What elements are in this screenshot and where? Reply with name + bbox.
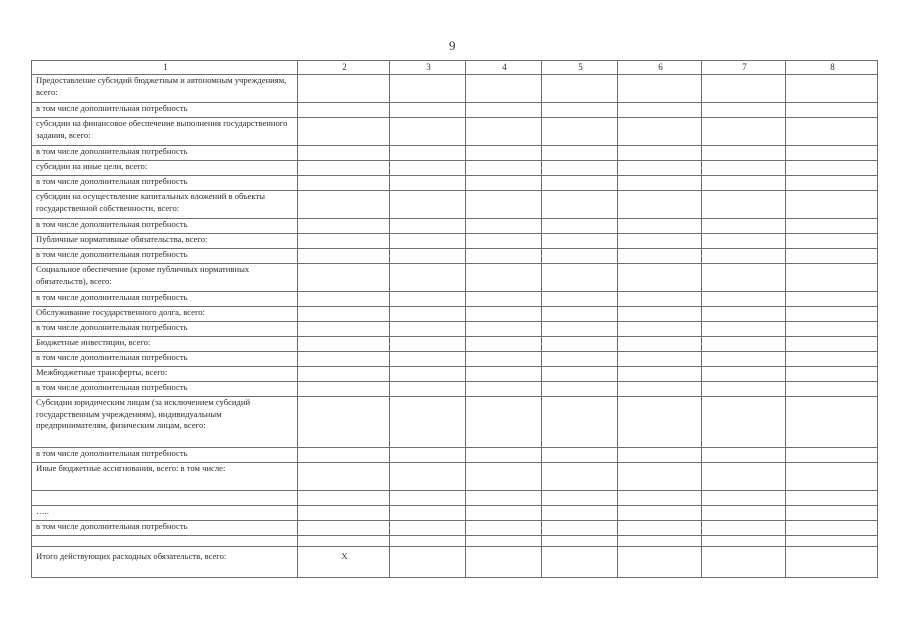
value-cell: [786, 249, 878, 264]
value-cell: [390, 397, 466, 448]
value-cell: [618, 103, 702, 118]
value-cell: [390, 352, 466, 367]
column-number-5: 5: [542, 61, 618, 75]
value-cell: [618, 161, 702, 176]
value-cell: [390, 249, 466, 264]
column-number-7: 7: [702, 61, 786, 75]
table-row: [32, 337, 878, 352]
table-row: [32, 103, 878, 118]
value-cell: [390, 161, 466, 176]
value-cell: [542, 536, 618, 547]
row-label: в том числе дополнительная потребность: [32, 322, 298, 337]
column-number-8: 8: [786, 61, 878, 75]
value-cell: [786, 322, 878, 337]
value-cell: [390, 367, 466, 382]
value-cell: [786, 234, 878, 249]
value-cell: [702, 463, 786, 491]
column-number-3: 3: [390, 61, 466, 75]
value-cell: [618, 264, 702, 292]
row-label: в том числе дополнительная потребность: [32, 103, 298, 118]
value-cell: [618, 118, 702, 146]
value-cell: [702, 536, 786, 547]
column-number-4: 4: [466, 61, 542, 75]
value-cell: [466, 191, 542, 219]
value-cell: [618, 448, 702, 463]
value-cell: [390, 146, 466, 161]
value-cell: [298, 352, 390, 367]
value-cell: [390, 75, 466, 103]
value-cell: [466, 491, 542, 506]
value-cell: [466, 307, 542, 322]
value-cell: [786, 448, 878, 463]
value-cell: [542, 307, 618, 322]
total-cell: [390, 547, 466, 578]
value-cell: [390, 448, 466, 463]
value-cell: [466, 146, 542, 161]
value-cell: [298, 103, 390, 118]
value-cell: [298, 75, 390, 103]
value-cell: [542, 75, 618, 103]
value-cell: [702, 234, 786, 249]
value-cell: [390, 118, 466, 146]
value-cell: [542, 219, 618, 234]
value-cell: [298, 506, 390, 521]
value-cell: [702, 448, 786, 463]
value-cell: [298, 146, 390, 161]
value-cell: [618, 352, 702, 367]
value-cell: [542, 264, 618, 292]
row-label: в том числе дополнительная потребность: [32, 352, 298, 367]
row-label: Бюджетные инвестиции, всего:: [32, 337, 298, 352]
value-cell: [702, 118, 786, 146]
table-row: [32, 322, 878, 337]
value-cell: [542, 506, 618, 521]
total-cell: [618, 547, 702, 578]
value-cell: [466, 397, 542, 448]
value-cell: [390, 521, 466, 536]
value-cell: [702, 397, 786, 448]
value-cell: [542, 234, 618, 249]
value-cell: [542, 322, 618, 337]
value-cell: [390, 264, 466, 292]
expenditure-obligations-table: [31, 60, 878, 578]
value-cell: [390, 322, 466, 337]
value-cell: [298, 118, 390, 146]
value-cell: [786, 161, 878, 176]
value-cell: [786, 103, 878, 118]
value-cell: [786, 146, 878, 161]
value-cell: [702, 146, 786, 161]
value-cell: [618, 191, 702, 219]
value-cell: [466, 103, 542, 118]
value-cell: [466, 75, 542, 103]
value-cell: [390, 337, 466, 352]
row-label: в том числе дополнительная потребность: [32, 146, 298, 161]
value-cell: [466, 322, 542, 337]
value-cell: [618, 397, 702, 448]
value-cell: [542, 161, 618, 176]
value-cell: [298, 367, 390, 382]
value-cell: [786, 463, 878, 491]
value-cell: [618, 322, 702, 337]
value-cell: [390, 536, 466, 547]
value-cell: [466, 463, 542, 491]
value-cell: [298, 463, 390, 491]
value-cell: [298, 536, 390, 547]
value-cell: [542, 382, 618, 397]
table-row: [32, 307, 878, 322]
value-cell: [390, 292, 466, 307]
value-cell: [390, 191, 466, 219]
value-cell: [702, 521, 786, 536]
table-row: [32, 536, 878, 547]
value-cell: [702, 219, 786, 234]
value-cell: [702, 191, 786, 219]
value-cell: [618, 337, 702, 352]
value-cell: [618, 249, 702, 264]
value-cell: [702, 367, 786, 382]
value-cell: [466, 521, 542, 536]
value-cell: [298, 337, 390, 352]
value-cell: [298, 191, 390, 219]
value-cell: [618, 307, 702, 322]
column-number-row: [32, 61, 878, 75]
value-cell: [786, 337, 878, 352]
value-cell: [702, 264, 786, 292]
total-row: [32, 547, 878, 578]
value-cell: [786, 367, 878, 382]
table-row: [32, 191, 878, 219]
value-cell: [702, 382, 786, 397]
row-label: Иные бюджетные ассигнования, всего: в том числе:: [32, 463, 298, 491]
table-row: [32, 234, 878, 249]
table-row: [32, 118, 878, 146]
value-cell: [542, 337, 618, 352]
row-label: …..: [32, 506, 298, 521]
table-row: [32, 521, 878, 536]
value-cell: [298, 234, 390, 249]
value-cell: [786, 118, 878, 146]
table-row: [32, 219, 878, 234]
value-cell: [786, 176, 878, 191]
value-cell: [298, 292, 390, 307]
value-cell: [390, 506, 466, 521]
row-label: [32, 536, 298, 547]
table-row: [32, 264, 878, 292]
row-label: в том числе дополнительная потребность: [32, 176, 298, 191]
value-cell: [786, 352, 878, 367]
value-cell: [786, 292, 878, 307]
table-row: [32, 448, 878, 463]
value-cell: [786, 307, 878, 322]
row-label: субсидии на иные цели, всего:: [32, 161, 298, 176]
table-row: [32, 397, 878, 448]
row-label: в том числе дополнительная потребность: [32, 448, 298, 463]
value-cell: [390, 219, 466, 234]
value-cell: [466, 337, 542, 352]
value-cell: [466, 292, 542, 307]
value-cell: [618, 463, 702, 491]
value-cell: [298, 491, 390, 506]
table-row: [32, 146, 878, 161]
value-cell: [618, 176, 702, 191]
value-cell: [786, 219, 878, 234]
value-cell: [786, 506, 878, 521]
value-cell: [542, 397, 618, 448]
column-number-6: 6: [618, 61, 702, 75]
value-cell: [786, 191, 878, 219]
value-cell: [542, 521, 618, 536]
row-label: Социальное обеспечение (кроме публичных нормативных обязательств), всего:: [32, 264, 298, 292]
total-cell: [466, 547, 542, 578]
value-cell: [542, 367, 618, 382]
row-label: Предоставление субсидий бюджетным и автономным учреждениям, всего:: [32, 75, 298, 103]
value-cell: [466, 249, 542, 264]
value-cell: [298, 397, 390, 448]
value-cell: [466, 219, 542, 234]
value-cell: [786, 521, 878, 536]
value-cell: [618, 491, 702, 506]
value-cell: [618, 382, 702, 397]
value-cell: [702, 307, 786, 322]
value-cell: [702, 103, 786, 118]
value-cell: [702, 75, 786, 103]
value-cell: [618, 367, 702, 382]
value-cell: [390, 103, 466, 118]
value-cell: [618, 146, 702, 161]
table-row: [32, 463, 878, 491]
value-cell: [466, 352, 542, 367]
value-cell: [298, 249, 390, 264]
table-row: [32, 506, 878, 521]
value-cell: [702, 292, 786, 307]
value-cell: [542, 448, 618, 463]
value-cell: [786, 491, 878, 506]
table-row: [32, 382, 878, 397]
value-cell: [466, 448, 542, 463]
row-label: в том числе дополнительная потребность: [32, 382, 298, 397]
value-cell: [390, 176, 466, 191]
value-cell: [466, 176, 542, 191]
row-label: в том числе дополнительная потребность: [32, 219, 298, 234]
page-number: 9: [449, 38, 456, 53]
value-cell: [298, 219, 390, 234]
value-cell: [702, 249, 786, 264]
row-label: в том числе дополнительная потребность: [32, 292, 298, 307]
table-row: [32, 367, 878, 382]
value-cell: [542, 176, 618, 191]
value-cell: [618, 219, 702, 234]
value-cell: [298, 307, 390, 322]
value-cell: [702, 161, 786, 176]
value-cell: [786, 75, 878, 103]
row-label: [32, 491, 298, 506]
value-cell: [702, 322, 786, 337]
value-cell: [390, 307, 466, 322]
value-cell: [542, 352, 618, 367]
value-cell: [466, 367, 542, 382]
row-label: Субсидии юридическим лицам (за исключением субсидий государственным учреждениям), индивидуальным предпринимателям, физическим лицам, всего:: [32, 397, 298, 448]
value-cell: [542, 463, 618, 491]
row-label: в том числе дополнительная потребность: [32, 249, 298, 264]
value-cell: [390, 491, 466, 506]
value-cell: [786, 397, 878, 448]
value-cell: [702, 491, 786, 506]
value-cell: [702, 176, 786, 191]
table-row: [32, 176, 878, 191]
value-cell: [542, 103, 618, 118]
value-cell: [298, 521, 390, 536]
value-cell: [786, 264, 878, 292]
value-cell: [542, 249, 618, 264]
value-cell: [618, 234, 702, 249]
table-row: [32, 292, 878, 307]
row-label: в том числе дополнительная потребность: [32, 521, 298, 536]
value-cell: [298, 448, 390, 463]
total-label: Итого действующих расходных обязательств, всего:: [32, 547, 298, 578]
row-label: субсидии на финансовое обеспечение выполнения государственного задания, всего:: [32, 118, 298, 146]
value-cell: [298, 264, 390, 292]
row-label: Обслуживание государственного долга, всего:: [32, 307, 298, 322]
value-cell: [298, 176, 390, 191]
value-cell: [466, 118, 542, 146]
value-cell: [466, 234, 542, 249]
value-cell: [466, 506, 542, 521]
value-cell: [542, 292, 618, 307]
value-cell: [466, 161, 542, 176]
table-row: [32, 75, 878, 103]
total-cell: [702, 547, 786, 578]
value-cell: [618, 75, 702, 103]
value-cell: [390, 463, 466, 491]
table-row: [32, 249, 878, 264]
value-cell: [786, 536, 878, 547]
value-cell: [702, 506, 786, 521]
value-cell: [466, 382, 542, 397]
value-cell: [298, 161, 390, 176]
row-label: Межбюджетные трансферты, всего:: [32, 367, 298, 382]
row-label: субсидии на осуществление капитальных вложений в объекты государственной собственности, всего:: [32, 191, 298, 219]
total-cell: [786, 547, 878, 578]
column-number-1: 1: [32, 61, 298, 75]
table-row: [32, 161, 878, 176]
value-cell: [466, 536, 542, 547]
total-cell: [542, 547, 618, 578]
value-cell: [702, 337, 786, 352]
value-cell: [298, 382, 390, 397]
value-cell: [786, 382, 878, 397]
value-cell: [390, 234, 466, 249]
value-cell: [618, 521, 702, 536]
value-cell: [542, 491, 618, 506]
table-row: [32, 491, 878, 506]
row-label: Публичные нормативные обязательства, всего:: [32, 234, 298, 249]
total-col2-cell: X: [298, 547, 390, 578]
value-cell: [618, 536, 702, 547]
value-cell: [466, 264, 542, 292]
value-cell: [702, 352, 786, 367]
value-cell: [618, 292, 702, 307]
value-cell: [618, 506, 702, 521]
value-cell: [542, 146, 618, 161]
table-body: [32, 75, 878, 547]
value-cell: [542, 191, 618, 219]
value-cell: [298, 322, 390, 337]
table-row: [32, 352, 878, 367]
value-cell: [542, 118, 618, 146]
column-number-2: 2: [298, 61, 390, 75]
value-cell: [390, 382, 466, 397]
